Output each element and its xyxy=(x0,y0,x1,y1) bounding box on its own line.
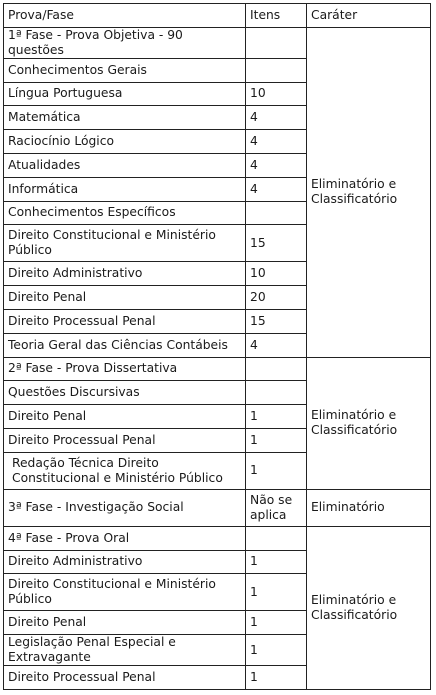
exam-phases-table-wrapper xyxy=(3,3,431,690)
row-itens: 1 xyxy=(246,611,307,635)
row-label: Informática xyxy=(4,177,246,201)
row-itens: 1 xyxy=(246,405,307,429)
phase-4-carater: Eliminatório e Classificatório xyxy=(307,526,431,689)
row-label: 4ª Fase - Prova Oral xyxy=(4,526,246,550)
row-label: 1ª Fase - Prova Objetiva - 90 questões xyxy=(4,27,246,58)
header-prova-fase: Prova/Fase xyxy=(4,4,246,28)
row-label: Questões Discursivas xyxy=(4,381,246,405)
header-carater: Caráter xyxy=(307,4,431,28)
row-label: Atualidades xyxy=(4,153,246,177)
table-row xyxy=(4,357,431,381)
row-itens: 10 xyxy=(246,262,307,286)
row-itens xyxy=(246,27,307,58)
exam-phases-table xyxy=(3,3,431,690)
row-itens: 1 xyxy=(246,550,307,574)
row-itens: 1 xyxy=(246,635,307,666)
row-itens: 1 xyxy=(246,428,307,452)
row-itens xyxy=(246,58,307,82)
row-itens: 4 xyxy=(246,130,307,154)
row-label: Direito Processual Penal xyxy=(4,666,246,690)
row-label: Direito Penal xyxy=(4,611,246,635)
row-itens: 20 xyxy=(246,286,307,310)
row-label: Raciocínio Lógico xyxy=(4,130,246,154)
row-label: Direito Constitucional e Ministério Público xyxy=(4,225,246,262)
row-label: Direito Constitucional e Ministério Público xyxy=(4,574,246,611)
table-header-row xyxy=(4,4,431,28)
phase-3-carater: Eliminatório xyxy=(307,489,431,526)
row-itens: 1 xyxy=(246,452,307,489)
row-itens: 4 xyxy=(246,153,307,177)
row-itens: 15 xyxy=(246,225,307,262)
row-label: Direito Penal xyxy=(4,405,246,429)
row-itens xyxy=(246,381,307,405)
row-label: 3ª Fase - Investigação Social xyxy=(4,489,246,526)
row-itens xyxy=(246,201,307,225)
phase-2-carater: Eliminatório e Classificatório xyxy=(307,357,431,489)
row-label: Legislação Penal Especial e Extravagante xyxy=(4,635,246,666)
row-itens: 1 xyxy=(246,666,307,690)
row-itens: 15 xyxy=(246,309,307,333)
row-label: Teoria Geral das Ciências Contábeis xyxy=(4,333,246,357)
table-row xyxy=(4,489,431,526)
row-itens xyxy=(246,357,307,381)
row-itens: 10 xyxy=(246,82,307,106)
row-itens: Não se aplica xyxy=(246,489,307,526)
row-label: Direito Administrativo xyxy=(4,262,246,286)
table-row xyxy=(4,526,431,550)
table-row xyxy=(4,27,431,58)
row-label: Conhecimentos Específicos xyxy=(4,201,246,225)
row-label: Direito Penal xyxy=(4,286,246,310)
header-itens: Itens xyxy=(246,4,307,28)
phase-1-carater: Eliminatório e Classificatório xyxy=(307,27,431,357)
row-label: Língua Portuguesa xyxy=(4,82,246,106)
row-label: Direito Administrativo xyxy=(4,550,246,574)
row-itens: 4 xyxy=(246,106,307,130)
row-itens: 4 xyxy=(246,333,307,357)
row-label: 2ª Fase - Prova Dissertativa xyxy=(4,357,246,381)
row-itens xyxy=(246,526,307,550)
row-label: Redação Técnica Direito Constitucional e Ministério Público xyxy=(4,452,246,489)
row-label: Matemática xyxy=(4,106,246,130)
row-label: Conhecimentos Gerais xyxy=(4,58,246,82)
row-label: Direito Processual Penal xyxy=(4,309,246,333)
row-itens: 1 xyxy=(246,574,307,611)
row-label: Direito Processual Penal xyxy=(4,428,246,452)
row-itens: 4 xyxy=(246,177,307,201)
